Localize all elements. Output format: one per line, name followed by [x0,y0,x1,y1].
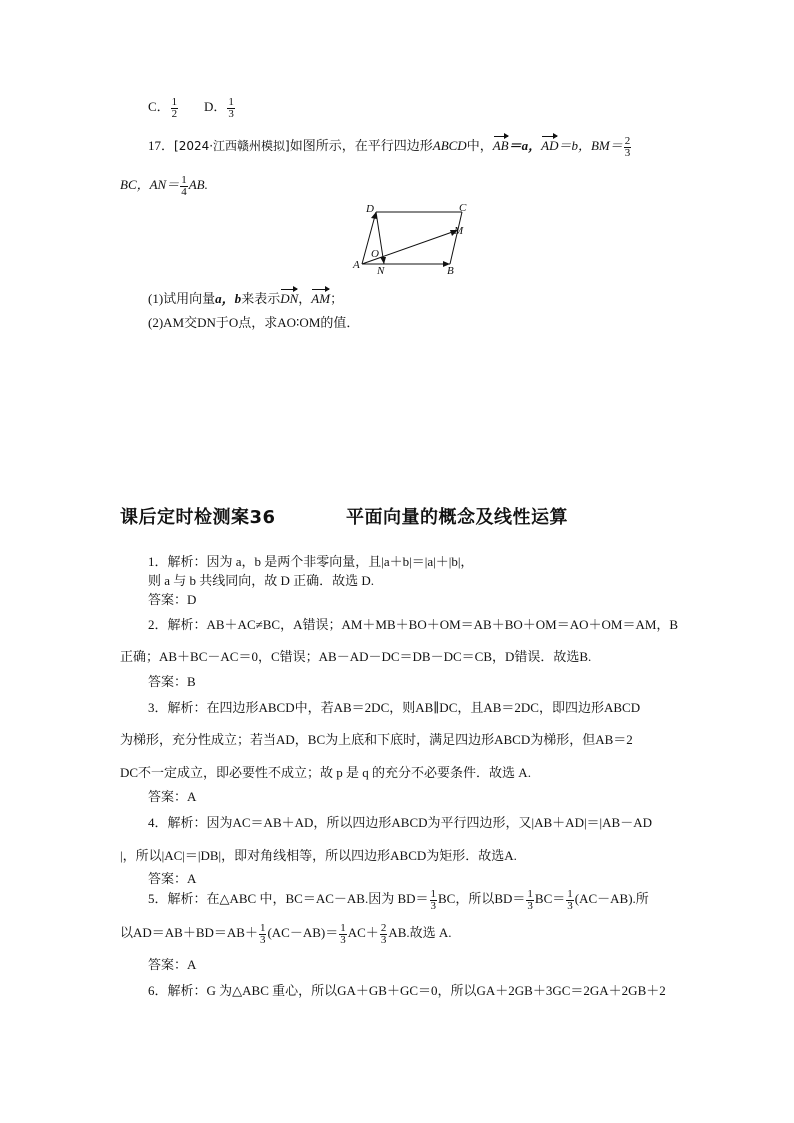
answer-6-line1: 6．解析：G 为△ABC 重心，所以GA＋GB＋GC＝0，所以GA＋2GB＋3GC＝2GA＋2GB＋2 [148,983,666,998]
answer-3-line3: DC不一定成立，即必要性不成立；故 p 是 q 的充分不必要条件．故选 A. [120,765,531,780]
answer-1-line2: 则 a 与 b 共线同向，故 D 正确．故选 D. [148,573,375,588]
fraction: $\frac{1}{3}$ [430,887,436,912]
label-o: O [371,248,379,260]
label-c: C [459,202,467,214]
answer-4-line1: 4．解析：因为AC＝AB＋AD，所以四边形ABCD为平行四边形，又|AB＋AD|＝|AB－AD [148,815,652,830]
q17-part2: (2)AM交DN于O点，求AO∶OM的值． [148,315,360,330]
fraction: $\frac{1}{2}$ [171,95,178,120]
label-d: D [366,203,374,215]
label-a: A [353,259,360,271]
answer-1-line1: 1．解析：因为 a，b 是两个非零向量，且|a＋b|＝|a|＋|b|， [148,554,474,569]
answer-5-result: 答案：A [148,957,197,972]
q17-line1: 17．[2024·江西赣州模拟]如图所示，在平行四边形ABCD中，AB＝a，AD＝b，BM＝ $\frac{2}{3}$ [148,134,631,159]
answer-3-result: 答案：A [148,789,197,804]
label-m: M [454,225,464,237]
answer-5-line1: 5．解析：在△ABC 中，BC＝AC－AB.因为 BD＝ $\frac{1}{3}$ BC，所以BD＝ $\frac{1}{3}$ BC＝ $\frac{1}{3}$ (AC－AB).所 [148,887,649,912]
answer-3-line1: 3．解析：在四边形ABCD中，若AB＝2DC，则AB∥DC，且AB＝2DC，即四边形ABCD [148,700,641,715]
fraction: $\frac{1}{3}$ [340,921,346,946]
option-c: C． $\frac{1}{2}$ [148,95,178,120]
fraction: $\frac{1}{3}$ [228,95,234,120]
vector-dn: DN [280,291,299,306]
answer-2-result: 答案：B [148,674,196,689]
vector-am: AM [311,291,331,306]
q17-line2: BC，AN＝ $\frac{1}{4}$ AB. [120,173,208,198]
q17-part1: (1)试用向量a，b来表示DN，AM； [148,291,344,306]
option-d: D． $\frac{1}{3}$ [204,95,234,120]
section-subtitle: 平面向量的概念及线性运算 [346,507,568,528]
question-source: [2024·江西赣州模拟] [174,139,290,153]
answer-1-result: 答案：D [148,592,197,607]
fraction-an: $\frac{1}{4}$ [181,173,187,198]
answer-2-line2: 正确；AB＋BC－AC＝0，C错误；AB－AD－DC＝DB－DC＝CB，D错误．故选B. [120,649,592,664]
answer-2-line1: 2．解析：AB＋AC≠BC，A错误；AM＋MB＋BO＋OM＝AB＋BO＋OM＝AO＋OM＝AM，B [148,617,679,632]
fraction: $\frac{2}{3}$ [380,921,387,946]
vector-ad: AD [541,138,559,153]
section-title: 课后定时检测案36 [120,507,276,528]
fraction: $\frac{1}{3}$ [567,887,573,912]
answer-4-line2: |，所以|AC|＝|DB|，即对角线相等，所以四边形ABCD为矩形．故选A. [120,848,517,863]
answer-3-line2: 为梯形，充分性成立；若当AD，BC为上底和下底时，满足四边形ABCD为梯形，但AB＝2 [120,732,633,747]
label-b: B [447,265,454,276]
parallelogram-figure [350,200,480,276]
vector-ab: AB [492,138,509,153]
answer-4-result: 答案：A [148,871,197,886]
fraction-bm: $\frac{2}{3}$ [624,134,631,159]
answer-5-line2: 以AD＝AB＋BD＝AB＋ $\frac{1}{3}$ (AC－AB)＝ $\frac{1}{3}$ AC＋ $\frac{2}{3}$ AB.故选 A. [120,921,452,946]
fraction: $\frac{1}{3}$ [527,887,533,912]
label-n: N [377,265,385,276]
fraction: $\frac{1}{3}$ [259,921,266,946]
